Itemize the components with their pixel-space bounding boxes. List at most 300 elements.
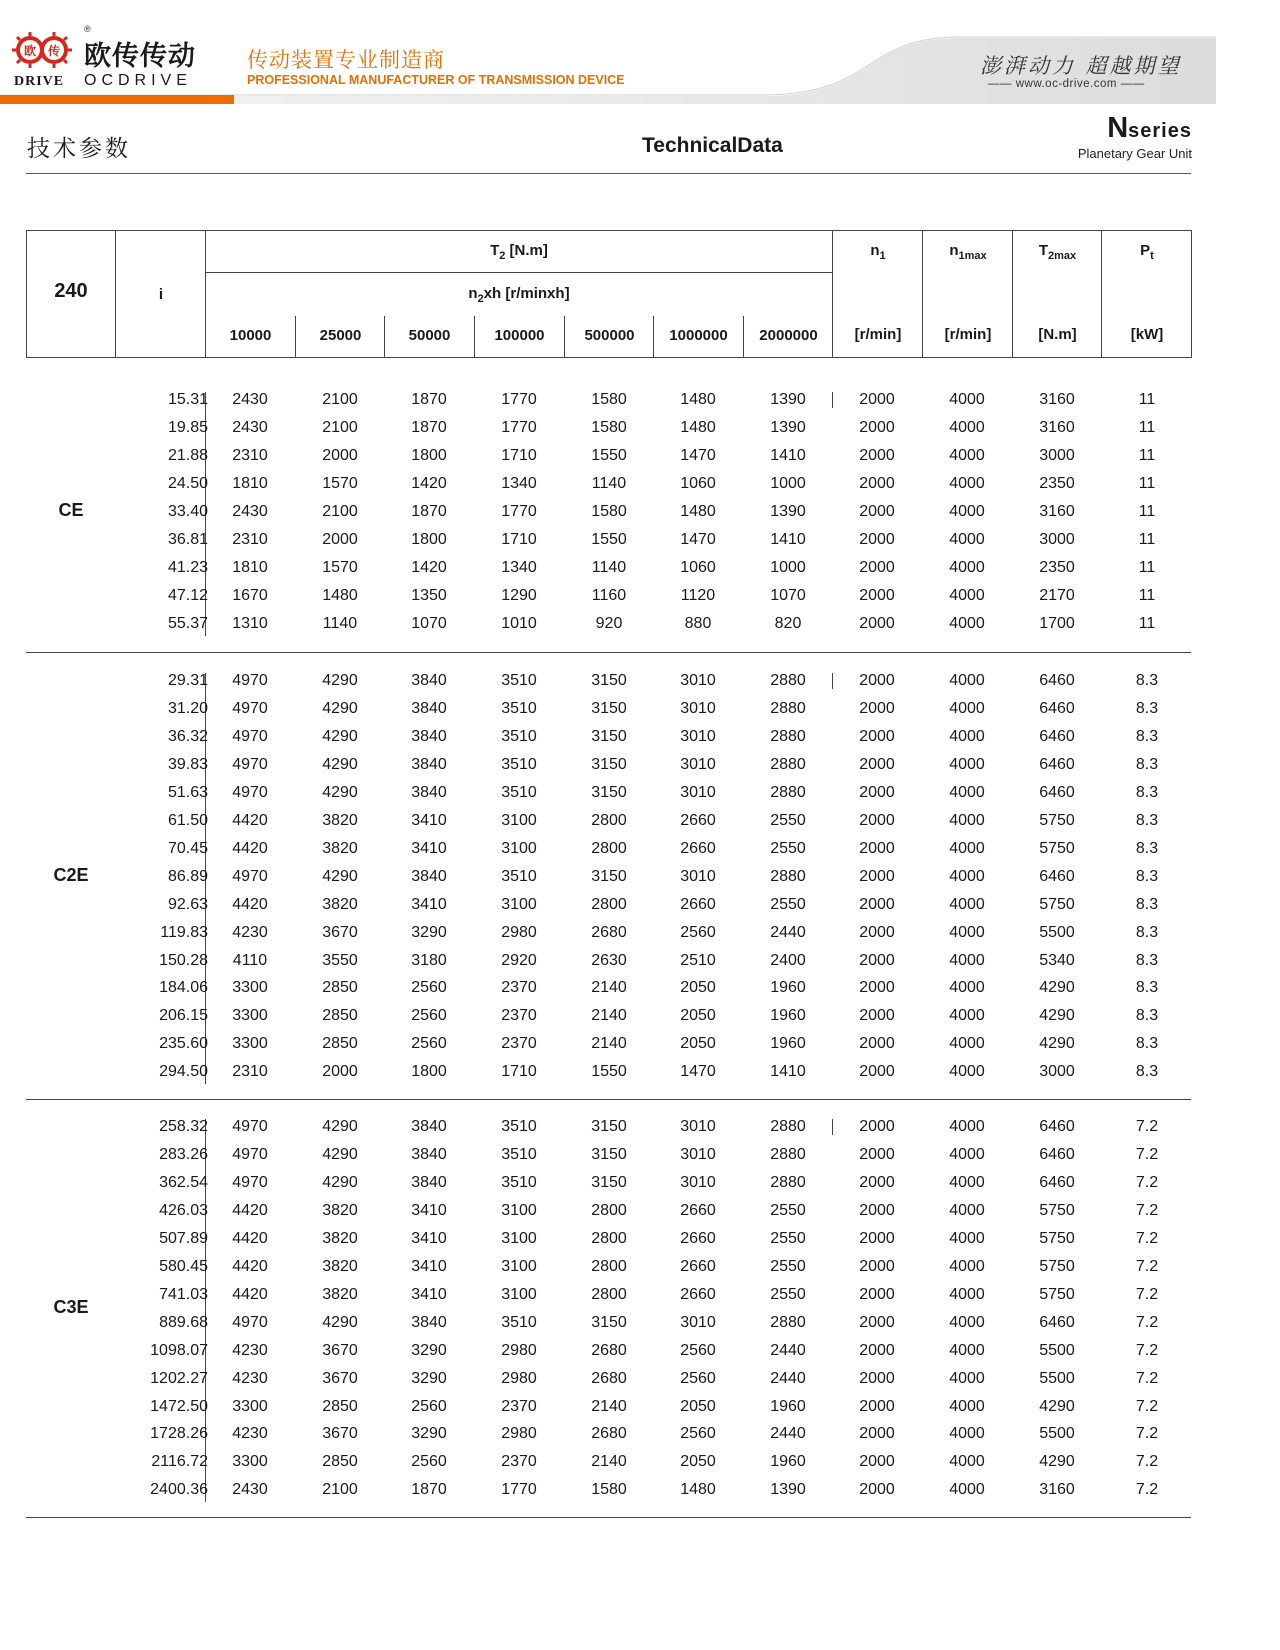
value-cell: 2400	[770, 951, 806, 969]
slogan-chinese: 传动装置专业制造商	[247, 49, 445, 72]
value-cell: 11	[1138, 446, 1156, 464]
value-cell: 3300	[232, 1453, 268, 1471]
value-cell: 1580	[591, 1481, 627, 1499]
value-cell: 4000	[949, 979, 985, 997]
table-row	[26, 863, 1192, 891]
value-cell: 1470	[680, 446, 716, 464]
value-cell: 3840	[411, 867, 447, 885]
value-cell: 4000	[949, 1369, 985, 1387]
n1-header	[833, 242, 923, 262]
value-cell: 3100	[501, 1285, 537, 1303]
value-cell: 3840	[411, 783, 447, 801]
value-cell: 7.2	[1135, 1257, 1159, 1275]
value-cell: 1420	[411, 474, 447, 492]
value-cell: 2680	[591, 923, 627, 941]
value-cell: 2550	[770, 1229, 806, 1247]
value-cell: 3100	[501, 1257, 537, 1275]
t2-header-unit: [N.m]	[505, 242, 548, 259]
value-cell: 1770	[501, 502, 537, 520]
ratio-cell: 206.15	[159, 1007, 208, 1025]
value-cell: 4000	[949, 530, 985, 548]
value-cell: 4970	[232, 1118, 268, 1135]
value-cell: 3840	[411, 755, 447, 773]
value-cell: 3180	[411, 951, 447, 969]
value-cell: 4000	[949, 1201, 985, 1219]
value-cell: 4000	[949, 1173, 985, 1191]
value-cell: 1800	[411, 530, 447, 548]
value-cell: 2050	[680, 1007, 716, 1025]
value-cell: 2000	[859, 446, 895, 464]
page-title-chinese: 技术参数	[27, 135, 131, 161]
value-cell: 2800	[591, 811, 627, 829]
value-cell: 3510	[501, 1173, 537, 1191]
value-cell: 3410	[411, 811, 447, 829]
value-cell: 2550	[770, 839, 806, 857]
table-row	[26, 751, 1192, 779]
value-cell: 3510	[501, 1313, 537, 1331]
n2-header-sub: 2	[477, 293, 484, 305]
value-cell: 2000	[859, 727, 895, 745]
value-cell: 4290	[1039, 1397, 1075, 1415]
value-cell: 3410	[411, 895, 447, 913]
group-label: C2E	[53, 864, 89, 885]
value-cell: 4290	[1039, 1007, 1075, 1025]
value-cell: 4110	[232, 951, 268, 969]
value-cell: 2630	[591, 951, 627, 969]
value-cell: 6460	[1039, 672, 1075, 689]
value-cell: 4000	[949, 1481, 985, 1499]
value-cell: 4420	[232, 1229, 268, 1247]
table-row	[26, 386, 1192, 414]
value-cell: 1960	[770, 979, 806, 997]
value-cell: 2560	[680, 1425, 716, 1443]
value-cell: 2660	[680, 1257, 716, 1275]
registered-mark: ®	[84, 24, 91, 34]
value-cell: 7.2	[1135, 1173, 1159, 1191]
value-cell: 1070	[411, 614, 447, 632]
value-cell: 2800	[591, 1229, 627, 1247]
value-cell: 5750	[1039, 811, 1075, 829]
value-cell: 1580	[591, 418, 627, 436]
value-cell: 4000	[949, 391, 985, 408]
value-cell: 2440	[770, 1369, 806, 1387]
value-cell: 3300	[232, 1035, 268, 1053]
value-cell: 2000	[859, 783, 895, 801]
value-cell: 3820	[322, 1201, 358, 1219]
ratio-cell: 1202.27	[150, 1369, 208, 1387]
n1max-sub: 1max	[958, 250, 987, 262]
value-cell: 4290	[1039, 1035, 1075, 1053]
value-cell: 3100	[501, 811, 537, 829]
value-cell: 3160	[1039, 391, 1075, 408]
value-cell: 1960	[770, 1035, 806, 1053]
value-cell: 2000	[859, 979, 895, 997]
value-cell: 2310	[232, 446, 268, 464]
value-cell: 1310	[232, 614, 268, 632]
value-cell: 3010	[680, 755, 716, 773]
value-cell: 4230	[232, 923, 268, 941]
value-cell: 4420	[232, 1201, 268, 1219]
value-cell: 3670	[322, 1425, 358, 1443]
value-cell: 2550	[770, 895, 806, 913]
value-cell: 5500	[1039, 1369, 1075, 1387]
value-cell: 4000	[949, 1257, 985, 1275]
value-cell: 11	[1138, 558, 1156, 576]
value-cell: 8.3	[1135, 979, 1159, 997]
value-cell: 7.2	[1135, 1229, 1159, 1247]
value-cell: 3160	[1039, 418, 1075, 436]
value-cell: 2000	[859, 699, 895, 717]
n2-header-symbol: n	[468, 285, 478, 302]
value-cell: 2680	[591, 1341, 627, 1359]
value-cell: 7.2	[1135, 1145, 1159, 1163]
value-cell: 8.3	[1135, 783, 1159, 801]
value-cell: 1670	[232, 586, 268, 604]
website-dash-right: ——	[1120, 78, 1145, 90]
value-cell: 2430	[232, 391, 268, 408]
value-cell: 5750	[1039, 839, 1075, 857]
value-cell: 2000	[859, 1257, 895, 1275]
value-cell: 4970	[232, 727, 268, 745]
value-cell: 1410	[770, 1063, 806, 1081]
value-cell: 2880	[770, 783, 806, 801]
value-cell: 1410	[770, 530, 806, 548]
value-cell: 2000	[859, 1341, 895, 1359]
value-cell: 1770	[501, 391, 537, 408]
value-cell: 1060	[680, 558, 716, 576]
value-cell: 2000	[859, 1118, 895, 1135]
value-cell: 11	[1138, 586, 1156, 604]
value-cell: 4000	[949, 1285, 985, 1303]
website-dash-left: ——	[988, 78, 1012, 90]
value-cell: 3840	[411, 672, 447, 689]
hours-header-cell: 2000000	[759, 327, 818, 344]
value-cell: 3150	[591, 783, 627, 801]
ratio-cell: 235.60	[159, 1035, 208, 1053]
title-divider	[26, 173, 1191, 174]
value-cell: 8.3	[1135, 895, 1159, 913]
value-cell: 4290	[322, 867, 358, 885]
value-cell: 7.2	[1135, 1369, 1159, 1387]
value-cell: 3820	[322, 1229, 358, 1247]
value-cell: 2100	[322, 502, 358, 520]
value-cell: 7.2	[1135, 1341, 1159, 1359]
value-cell: 7.2	[1135, 1481, 1159, 1499]
value-cell: 1960	[770, 1453, 806, 1471]
value-cell: 2880	[770, 1118, 806, 1135]
value-cell: 4000	[949, 502, 985, 520]
value-cell: 2000	[859, 1063, 895, 1081]
value-cell: 6460	[1039, 1173, 1075, 1191]
value-cell: 2880	[770, 867, 806, 885]
value-cell: 2000	[859, 1481, 895, 1499]
value-cell: 2140	[591, 1397, 627, 1415]
value-cell: 2560	[411, 1035, 447, 1053]
table-row	[26, 1141, 1192, 1169]
value-cell: 4000	[949, 672, 985, 689]
value-cell: 8.3	[1135, 811, 1159, 829]
value-cell: 3000	[1039, 530, 1075, 548]
value-cell: 4000	[949, 1118, 985, 1135]
value-cell: 3010	[680, 1173, 716, 1191]
table-bottom-rule	[26, 1517, 1191, 1518]
pt-unit: [kW]	[1130, 326, 1164, 343]
value-cell: 2140	[591, 979, 627, 997]
value-cell: 1800	[411, 446, 447, 464]
logo-badge-right: 传	[47, 44, 61, 58]
value-cell: 3150	[591, 867, 627, 885]
value-cell: 2000	[859, 1313, 895, 1331]
n2-header-unit: xh [r/minxh]	[483, 285, 570, 302]
value-cell: 1470	[680, 530, 716, 548]
table-row	[26, 1476, 1192, 1504]
value-cell: 2140	[591, 1035, 627, 1053]
value-cell: 2000	[859, 391, 895, 408]
value-cell: 2000	[322, 530, 358, 548]
value-cell: 8.3	[1135, 951, 1159, 969]
value-cell: 4230	[232, 1341, 268, 1359]
value-cell: 1480	[680, 502, 716, 520]
group-label: C3E	[53, 1296, 89, 1317]
value-cell: 7.2	[1135, 1285, 1159, 1303]
value-cell: 2980	[501, 1341, 537, 1359]
size-label: 240	[54, 280, 88, 302]
value-cell: 3550	[322, 951, 358, 969]
value-cell: 820	[774, 614, 802, 632]
value-cell: 7.2	[1135, 1453, 1159, 1471]
value-cell: 2440	[770, 1425, 806, 1443]
value-cell: 5750	[1039, 1201, 1075, 1219]
value-cell: 1060	[680, 474, 716, 492]
value-cell: 2550	[770, 1201, 806, 1219]
website-url[interactable]	[988, 78, 1145, 90]
series-word: series	[1128, 120, 1192, 142]
value-cell: 4000	[949, 1063, 985, 1081]
value-cell: 4290	[322, 672, 358, 689]
table-row	[26, 667, 1192, 695]
value-cell: 2880	[770, 1313, 806, 1331]
value-cell: 11	[1138, 474, 1156, 492]
value-cell: 4000	[949, 418, 985, 436]
table-row	[26, 1225, 1192, 1253]
logo-badge-left: 欧	[23, 44, 37, 58]
ratio-cell: 61.50	[167, 811, 208, 829]
value-cell: 3820	[322, 839, 358, 857]
value-cell: 2000	[859, 614, 895, 632]
ratio-cell: 31.20	[167, 699, 208, 717]
value-cell: 6460	[1039, 727, 1075, 745]
value-cell: 2000	[859, 558, 895, 576]
ratio-cell: 741.03	[159, 1285, 208, 1303]
series-letter: N	[1107, 112, 1129, 144]
value-cell: 3410	[411, 839, 447, 857]
value-cell: 2800	[591, 895, 627, 913]
value-cell: 1710	[501, 1063, 537, 1081]
value-cell: 4970	[232, 699, 268, 717]
value-cell: 5500	[1039, 923, 1075, 941]
t2-header-symbol: T	[490, 242, 500, 259]
value-cell: 4000	[949, 1313, 985, 1331]
value-cell: 4230	[232, 1425, 268, 1443]
n1-sub: 1	[879, 250, 886, 262]
value-cell: 3150	[591, 1173, 627, 1191]
table-row	[26, 582, 1192, 610]
value-cell: 2000	[859, 1425, 895, 1443]
value-cell: 2560	[411, 1453, 447, 1471]
pt-header	[1102, 242, 1192, 262]
value-cell: 4000	[949, 1145, 985, 1163]
value-cell: 8.3	[1135, 727, 1159, 745]
value-cell: 3290	[411, 1341, 447, 1359]
ratio-cell: 507.89	[159, 1229, 208, 1247]
table-row	[26, 442, 1192, 470]
value-cell: 5500	[1039, 1341, 1075, 1359]
value-cell: 4970	[232, 1145, 268, 1163]
gear-logo-icon	[10, 30, 74, 72]
table-row	[26, 891, 1192, 919]
value-cell: 2850	[322, 1007, 358, 1025]
value-cell: 4000	[949, 839, 985, 857]
t2max-unit: [N.m]	[1038, 326, 1077, 343]
value-cell: 1810	[232, 558, 268, 576]
value-cell: 4000	[949, 867, 985, 885]
value-cell: 5340	[1039, 951, 1075, 969]
value-cell: 7.2	[1135, 1201, 1159, 1219]
table-row	[26, 470, 1192, 498]
group-separator	[26, 652, 1191, 653]
logo-english-right: OCDRIVE	[84, 72, 192, 89]
ratio-cell: 258.32	[159, 1118, 208, 1135]
table-row	[26, 554, 1192, 582]
value-cell: 4420	[232, 1257, 268, 1275]
value-cell: 6460	[1039, 699, 1075, 717]
group-separator	[26, 1099, 1191, 1100]
value-cell: 3510	[501, 727, 537, 745]
value-cell: 1770	[501, 418, 537, 436]
value-cell: 3010	[680, 1145, 716, 1163]
table-row	[26, 1002, 1192, 1030]
value-cell: 4000	[949, 558, 985, 576]
value-cell: 4970	[232, 1313, 268, 1331]
value-cell: 1960	[770, 1007, 806, 1025]
value-cell: 2000	[859, 418, 895, 436]
value-cell: 11	[1138, 418, 1156, 436]
value-cell: 1390	[770, 1481, 806, 1499]
value-cell: 2000	[859, 1229, 895, 1247]
series-name	[1060, 112, 1192, 145]
t2max-header	[1013, 242, 1102, 262]
value-cell: 2660	[680, 895, 716, 913]
value-cell: 2680	[591, 1369, 627, 1387]
table-row	[26, 610, 1192, 638]
ratio-cell: 29.31	[167, 672, 208, 689]
table-row	[26, 1309, 1192, 1337]
value-cell: 4000	[949, 699, 985, 717]
value-cell: 1480	[680, 391, 716, 408]
value-cell: 2000	[859, 1145, 895, 1163]
group-label: CE	[58, 499, 84, 520]
value-cell: 1390	[770, 502, 806, 520]
value-cell: 2660	[680, 839, 716, 857]
pt-sub: t	[1150, 250, 1154, 262]
n1-symbol: n	[870, 242, 880, 259]
ratio-cell: 184.06	[159, 979, 208, 997]
table-row	[26, 1281, 1192, 1309]
value-cell: 4290	[1039, 979, 1075, 997]
value-cell: 4290	[322, 727, 358, 745]
value-cell: 1710	[501, 530, 537, 548]
value-cell: 4290	[322, 783, 358, 801]
ratio-cell: 294.50	[159, 1063, 208, 1081]
value-cell: 2050	[680, 1035, 716, 1053]
value-cell: 2880	[770, 727, 806, 745]
value-cell: 3000	[1039, 446, 1075, 464]
value-cell: 4290	[1039, 1453, 1075, 1471]
value-cell: 1470	[680, 1063, 716, 1081]
ratio-cell: 150.28	[159, 951, 208, 969]
value-cell: 2310	[232, 530, 268, 548]
value-cell: 1340	[501, 474, 537, 492]
hours-header-cell: 1000000	[669, 327, 728, 344]
value-cell: 4000	[949, 951, 985, 969]
value-cell: 2000	[322, 1063, 358, 1081]
value-cell: 2000	[859, 923, 895, 941]
ratio-cell: 92.63	[167, 895, 208, 913]
value-cell: 2000	[322, 446, 358, 464]
value-cell: 2000	[859, 811, 895, 829]
value-cell: 1800	[411, 1063, 447, 1081]
ratio-cell: 15.31	[167, 391, 208, 408]
value-cell: 3820	[322, 811, 358, 829]
value-cell: 3510	[501, 867, 537, 885]
value-cell: 2800	[591, 1285, 627, 1303]
value-cell: 2880	[770, 699, 806, 717]
value-cell: 1480	[680, 1481, 716, 1499]
value-cell: 2000	[859, 1201, 895, 1219]
table-row	[26, 807, 1192, 835]
value-cell: 3290	[411, 923, 447, 941]
value-cell: 3150	[591, 672, 627, 689]
value-cell: 3840	[411, 1145, 447, 1163]
value-cell: 3840	[411, 1118, 447, 1135]
value-cell: 3410	[411, 1229, 447, 1247]
table-row	[26, 1113, 1192, 1141]
value-cell: 3010	[680, 783, 716, 801]
value-cell: 2000	[859, 951, 895, 969]
value-cell: 3510	[501, 699, 537, 717]
value-cell: 1420	[411, 558, 447, 576]
value-cell: 2880	[770, 1173, 806, 1191]
value-cell: 3100	[501, 1201, 537, 1219]
value-cell: 1480	[680, 418, 716, 436]
value-cell: 1140	[591, 474, 627, 492]
ratio-cell: 41.23	[167, 558, 208, 576]
value-cell: 2980	[501, 1425, 537, 1443]
value-cell: 2850	[322, 979, 358, 997]
value-cell: 4000	[949, 1397, 985, 1415]
value-cell: 3410	[411, 1285, 447, 1303]
value-cell: 3100	[501, 839, 537, 857]
value-cell: 5750	[1039, 1257, 1075, 1275]
value-cell: 3150	[591, 1313, 627, 1331]
value-cell: 1550	[591, 1063, 627, 1081]
value-cell: 2000	[859, 1285, 895, 1303]
pt-symbol: P	[1140, 242, 1151, 259]
value-cell: 3010	[680, 672, 716, 689]
value-cell: 4000	[949, 1425, 985, 1443]
value-cell: 3150	[591, 699, 627, 717]
t2max-sub: 2max	[1048, 250, 1077, 262]
